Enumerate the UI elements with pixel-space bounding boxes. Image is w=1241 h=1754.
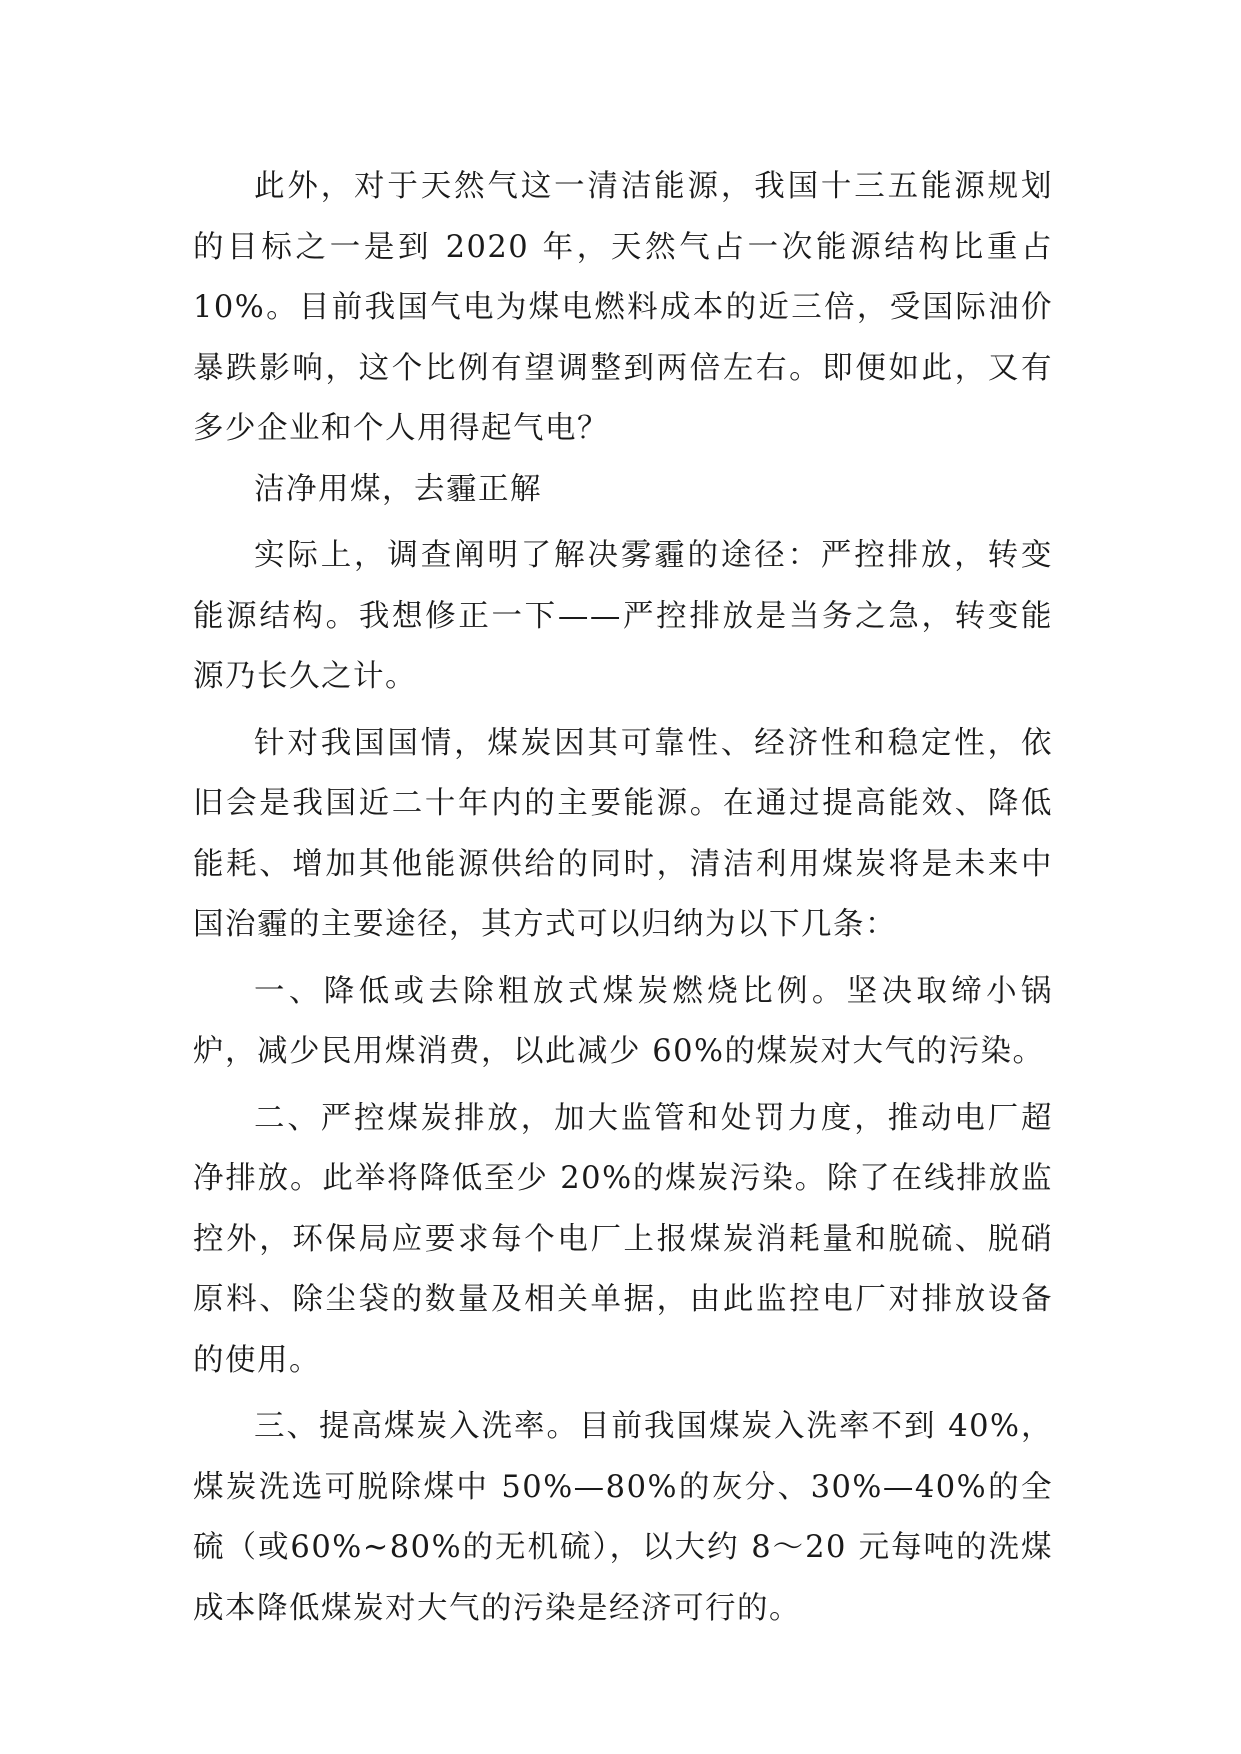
section-heading: 洁净用煤，去霾正解 [254,471,542,507]
paragraph-measure-two: 二、严控煤炭排放，加大监管和处罚力度，推动电厂超净排放。此举将降低至少 20%的煤炭污染。除了在线排放监控外，环保局应要求每个电厂上报煤炭消耗量和脱硫、脱硝原料、除尘袋的数量及相关单据，由此监控电厂对排放设备的使用。 [193,1100,1053,1378]
paragraph-natural-gas: 此外，对于天然气这一清洁能源，我国十三五能源规划的目标之一是到 2020 年，天然气占一次能源结构比重占 10%。目前我国气电为煤电燃料成本的近三倍，受国际油价暴跌影响，这个比例有望调整到两倍左右。即便如此，又有多少企业和个人用得起气电？ [193,169,1053,446]
paragraph-approach: 实际上，调查阐明了解决雾霾的途径：严控排放，转变能源结构。我想修正一下——严控排放是当务之急，转变能源乃长久之计。 [193,538,1053,694]
document-page [193,157,1053,1639]
paragraph-national-situation: 针对我国国情，煤炭因其可靠性、经济性和稳定性，依旧会是我国近二十年内的主要能源。在通过提高能效、降低能耗、增加其他能源供给的同时，清洁利用煤炭将是未来中国治霾的主要途径，其方式可以归纳为以下几条： [193,725,1053,942]
paragraph-measure-one: 一、降低或去除粗放式煤炭燃烧比例。坚决取缔小锅炉，减少民用煤消费，以此减少 60%的煤炭对大气的污染。 [193,973,1053,1069]
paragraph-measure-three: 三、提高煤炭入洗率。目前我国煤炭入洗率不到 40%，煤炭洗选可脱除煤中 50%—80%的灰分、30%—40%的全硫（或60%~80%的无机硫），以大约 8～20 元每吨的洗煤成本降低煤炭对大气的污染是经济可行的。 [193,1409,1053,1626]
